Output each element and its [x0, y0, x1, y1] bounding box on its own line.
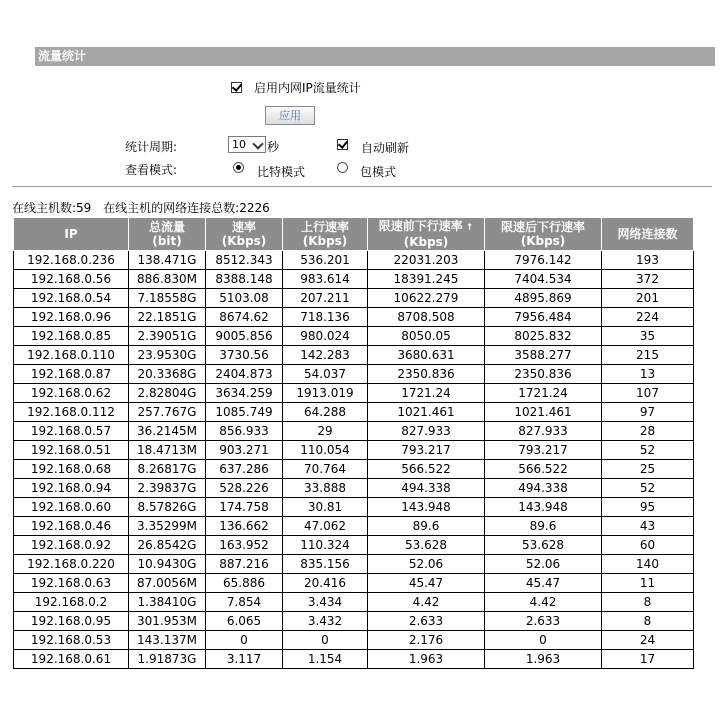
cell-post-limit-download: 793.217 — [485, 441, 602, 460]
cell-total-traffic: 143.137M — [129, 631, 206, 650]
cell-pre-limit-download: 8708.508 — [368, 308, 485, 327]
cell-post-limit-download: 494.338 — [485, 479, 602, 498]
cell-connections: 35 — [602, 327, 694, 346]
chevron-down-icon — [252, 138, 263, 149]
cell-ip: 192.168.0.92 — [14, 536, 129, 555]
cell-pre-limit-download: 2.176 — [368, 631, 485, 650]
cell-rate: 6.065 — [206, 612, 283, 631]
cell-ip: 192.168.0.54 — [14, 289, 129, 308]
cell-connections: 95 — [602, 498, 694, 517]
table-row — [14, 593, 694, 612]
cell-ip: 192.168.0.63 — [14, 574, 129, 593]
col-header-label: 限速前下行速率 — [378, 219, 463, 233]
packet-mode-radio[interactable] — [337, 162, 348, 173]
cell-ip: 192.168.0.57 — [14, 422, 129, 441]
sort-arrow-icon: ↑ — [465, 223, 474, 233]
enable-traffic-label: 启用内网IP流量统计 — [254, 80, 361, 95]
cell-upload-rate: 980.024 — [283, 327, 368, 346]
cell-post-limit-download: 45.47 — [485, 574, 602, 593]
cell-ip: 192.168.0.46 — [14, 517, 129, 536]
cell-ip: 192.168.0.95 — [14, 612, 129, 631]
cell-total-traffic: 26.8542G — [129, 536, 206, 555]
cell-rate: 0 — [206, 631, 283, 650]
cell-upload-rate: 64.288 — [283, 403, 368, 422]
cell-post-limit-download: 7956.484 — [485, 308, 602, 327]
cell-pre-limit-download: 45.47 — [368, 574, 485, 593]
cell-total-traffic: 2.39837G — [129, 479, 206, 498]
cell-connections: 97 — [602, 403, 694, 422]
table-row — [14, 308, 694, 327]
cell-pre-limit-download: 1.963 — [368, 650, 485, 669]
col-header-unit: (bit) — [152, 234, 182, 248]
cell-pre-limit-download: 143.948 — [368, 498, 485, 517]
cell-post-limit-download: 1.963 — [485, 650, 602, 669]
col-header-connections[interactable] — [602, 218, 694, 251]
cell-ip: 192.168.0.2 — [14, 593, 129, 612]
table-row — [14, 365, 694, 384]
cell-total-traffic: 1.38410G — [129, 593, 206, 612]
table-row — [14, 403, 694, 422]
table-row — [14, 460, 694, 479]
cell-upload-rate: 110.324 — [283, 536, 368, 555]
cell-rate: 8674.62 — [206, 308, 283, 327]
cell-total-traffic: 8.57826G — [129, 498, 206, 517]
cell-post-limit-download: 89.6 — [485, 517, 602, 536]
cell-pre-limit-download: 793.217 — [368, 441, 485, 460]
cell-pre-limit-download: 52.06 — [368, 555, 485, 574]
cell-pre-limit-download: 2.633 — [368, 612, 485, 631]
table-row — [14, 555, 694, 574]
cell-post-limit-download: 53.628 — [485, 536, 602, 555]
period-unit: 秒 — [267, 140, 280, 154]
cell-connections: 8 — [602, 612, 694, 631]
cell-upload-rate: 3.432 — [283, 612, 368, 631]
cell-total-traffic: 18.4713M — [129, 441, 206, 460]
cell-upload-rate: 54.037 — [283, 365, 368, 384]
table-row — [14, 536, 694, 555]
cell-upload-rate: 47.062 — [283, 517, 368, 536]
cell-connections: 52 — [602, 441, 694, 460]
cell-ip: 192.168.0.56 — [14, 270, 129, 289]
col-header-total-traffic[interactable] — [129, 218, 206, 251]
cell-connections: 215 — [602, 346, 694, 365]
table-row — [14, 251, 694, 270]
cell-pre-limit-download: 3680.631 — [368, 346, 485, 365]
cell-upload-rate: 110.054 — [283, 441, 368, 460]
cell-pre-limit-download: 1021.461 — [368, 403, 485, 422]
cell-post-limit-download: 0 — [485, 631, 602, 650]
cell-post-limit-download: 7404.534 — [485, 270, 602, 289]
cell-post-limit-download: 52.06 — [485, 555, 602, 574]
cell-ip: 192.168.0.110 — [14, 346, 129, 365]
cell-total-traffic: 301.953M — [129, 612, 206, 631]
cell-rate: 65.886 — [206, 574, 283, 593]
cell-rate: 2404.873 — [206, 365, 283, 384]
cell-rate: 9005.856 — [206, 327, 283, 346]
cell-total-traffic: 7.18558G — [129, 289, 206, 308]
col-header-rate[interactable] — [206, 218, 283, 251]
cell-pre-limit-download: 4.42 — [368, 593, 485, 612]
cell-connections: 13 — [602, 365, 694, 384]
table-row — [14, 574, 694, 593]
cell-post-limit-download: 1721.24 — [485, 384, 602, 403]
cell-post-limit-download: 827.933 — [485, 422, 602, 441]
divider — [12, 186, 712, 187]
col-header-unit: (Kbps) — [520, 234, 566, 248]
cell-pre-limit-download: 22031.203 — [368, 251, 485, 270]
cell-post-limit-download: 7976.142 — [485, 251, 602, 270]
online-summary — [12, 199, 270, 216]
cell-post-limit-download: 4895.869 — [485, 289, 602, 308]
cell-upload-rate: 3.434 — [283, 593, 368, 612]
cell-upload-rate: 70.764 — [283, 460, 368, 479]
cell-post-limit-download: 3588.277 — [485, 346, 602, 365]
cell-rate: 3730.56 — [206, 346, 283, 365]
cell-post-limit-download: 566.522 — [485, 460, 602, 479]
col-header-label: IP — [64, 227, 78, 241]
cell-rate: 3634.259 — [206, 384, 283, 403]
cell-ip: 192.168.0.85 — [14, 327, 129, 346]
cell-total-traffic: 23.9530G — [129, 346, 206, 365]
cell-connections: 24 — [602, 631, 694, 650]
enable-traffic-checkbox[interactable] — [231, 82, 242, 93]
cell-connections: 43 — [602, 517, 694, 536]
cell-post-limit-download: 8025.832 — [485, 327, 602, 346]
table-body — [14, 251, 694, 669]
table-row — [14, 498, 694, 517]
cell-ip: 192.168.0.60 — [14, 498, 129, 517]
cell-upload-rate: 0 — [283, 631, 368, 650]
connections-label: 在线主机的网络连接总数: — [103, 201, 240, 215]
cell-ip: 192.168.0.53 — [14, 631, 129, 650]
cell-pre-limit-download: 1721.24 — [368, 384, 485, 403]
cell-total-traffic: 2.39051G — [129, 327, 206, 346]
cell-pre-limit-download: 827.933 — [368, 422, 485, 441]
online-hosts-count: 59 — [76, 201, 92, 215]
cell-ip: 192.168.0.96 — [14, 308, 129, 327]
col-header-unit: (Kbps) — [403, 235, 449, 249]
cell-upload-rate: 536.201 — [283, 251, 368, 270]
cell-pre-limit-download: 89.6 — [368, 517, 485, 536]
col-header-unit: (Kbps) — [221, 234, 267, 248]
cell-total-traffic: 138.471G — [129, 251, 206, 270]
cell-upload-rate: 207.211 — [283, 289, 368, 308]
cell-upload-rate: 1913.019 — [283, 384, 368, 403]
auto-refresh-label: 自动刷新 — [361, 141, 410, 155]
cell-rate: 136.662 — [206, 517, 283, 536]
cell-post-limit-download: 4.42 — [485, 593, 602, 612]
col-header-pre-limit-download[interactable] — [368, 218, 485, 251]
cell-total-traffic: 20.3368G — [129, 365, 206, 384]
cell-rate: 5103.08 — [206, 289, 283, 308]
cell-rate: 856.933 — [206, 422, 283, 441]
cell-total-traffic: 3.35299M — [129, 517, 206, 536]
cell-pre-limit-download: 2350.836 — [368, 365, 485, 384]
col-header-label: 速率 — [231, 220, 256, 234]
cell-upload-rate: 835.156 — [283, 555, 368, 574]
table-row — [14, 422, 694, 441]
table-header-row — [14, 218, 694, 251]
cell-total-traffic: 257.767G — [129, 403, 206, 422]
cell-rate: 8512.343 — [206, 251, 283, 270]
period-value: 10 — [232, 138, 246, 151]
cell-upload-rate: 20.416 — [283, 574, 368, 593]
cell-post-limit-download: 2350.836 — [485, 365, 602, 384]
cell-rate: 8388.148 — [206, 270, 283, 289]
cell-connections: 193 — [602, 251, 694, 270]
cell-total-traffic: 10.9430G — [129, 555, 206, 574]
col-header-label: 上行速率 — [300, 220, 349, 234]
connections-count: 2226 — [239, 201, 270, 215]
cell-pre-limit-download: 53.628 — [368, 536, 485, 555]
table-row — [14, 346, 694, 365]
cell-upload-rate: 983.614 — [283, 270, 368, 289]
cell-connections: 107 — [602, 384, 694, 403]
cell-connections: 60 — [602, 536, 694, 555]
cell-ip: 192.168.0.68 — [14, 460, 129, 479]
cell-connections: 11 — [602, 574, 694, 593]
cell-rate: 528.226 — [206, 479, 283, 498]
cell-ip: 192.168.0.61 — [14, 650, 129, 669]
cell-ip: 192.168.0.51 — [14, 441, 129, 460]
cell-connections: 140 — [602, 555, 694, 574]
cell-rate: 163.952 — [206, 536, 283, 555]
apply-button[interactable]: 应用 — [265, 106, 315, 125]
cell-total-traffic: 87.0056M — [129, 574, 206, 593]
cell-connections: 25 — [602, 460, 694, 479]
cell-pre-limit-download: 566.522 — [368, 460, 485, 479]
cell-ip: 192.168.0.62 — [14, 384, 129, 403]
col-header-label: 网络连接数 — [617, 227, 678, 241]
auto-refresh-checkbox[interactable] — [337, 139, 348, 150]
cell-total-traffic: 1.91873G — [129, 650, 206, 669]
enable-traffic-stats — [231, 78, 361, 96]
cell-rate: 3.117 — [206, 650, 283, 669]
cell-post-limit-download: 143.948 — [485, 498, 602, 517]
table-row — [14, 384, 694, 403]
cell-ip: 192.168.0.87 — [14, 365, 129, 384]
traffic-table — [13, 217, 694, 669]
cell-connections: 8 — [602, 593, 694, 612]
cell-total-traffic: 8.26817G — [129, 460, 206, 479]
cell-rate: 637.286 — [206, 460, 283, 479]
cell-post-limit-download: 2.633 — [485, 612, 602, 631]
table-row — [14, 517, 694, 536]
table-row — [14, 631, 694, 650]
table-row — [14, 612, 694, 631]
cell-ip: 192.168.0.94 — [14, 479, 129, 498]
cell-ip: 192.168.0.236 — [14, 251, 129, 270]
cell-connections: 52 — [602, 479, 694, 498]
bit-mode-radio[interactable] — [233, 162, 244, 173]
cell-pre-limit-download: 8050.05 — [368, 327, 485, 346]
cell-rate: 174.758 — [206, 498, 283, 517]
cell-post-limit-download: 1021.461 — [485, 403, 602, 422]
cell-total-traffic: 2.82804G — [129, 384, 206, 403]
cell-upload-rate: 30.81 — [283, 498, 368, 517]
col-header-upload-rate[interactable] — [283, 218, 368, 251]
cell-total-traffic: 886.830M — [129, 270, 206, 289]
cell-pre-limit-download: 10622.279 — [368, 289, 485, 308]
cell-upload-rate: 718.136 — [283, 308, 368, 327]
view-mode-label: 查看模式: — [125, 163, 178, 177]
cell-connections: 201 — [602, 289, 694, 308]
cell-upload-rate: 1.154 — [283, 650, 368, 669]
online-hosts-label: 在线主机数: — [12, 201, 77, 215]
table-row — [14, 479, 694, 498]
cell-rate: 887.216 — [206, 555, 283, 574]
cell-total-traffic: 36.2145M — [129, 422, 206, 441]
period-select[interactable] — [228, 136, 266, 153]
table-row — [14, 270, 694, 289]
cell-ip: 192.168.0.112 — [14, 403, 129, 422]
period-label: 统计周期: — [125, 140, 178, 154]
cell-upload-rate: 33.888 — [283, 479, 368, 498]
cell-upload-rate: 29 — [283, 422, 368, 441]
cell-rate: 1085.749 — [206, 403, 283, 422]
cell-connections: 17 — [602, 650, 694, 669]
cell-connections: 224 — [602, 308, 694, 327]
cell-rate: 903.271 — [206, 441, 283, 460]
cell-upload-rate: 142.283 — [283, 346, 368, 365]
cell-ip: 192.168.0.220 — [14, 555, 129, 574]
table-row — [14, 327, 694, 346]
col-header-unit: (Kbps) — [302, 234, 348, 248]
table-row — [14, 441, 694, 460]
bit-mode-label: 比特模式 — [257, 165, 306, 179]
col-header-label: 总流量 — [148, 220, 185, 234]
section-title: 流量统计 — [35, 47, 715, 66]
cell-connections: 28 — [602, 422, 694, 441]
table-row — [14, 289, 694, 308]
cell-connections: 372 — [602, 270, 694, 289]
cell-total-traffic: 22.1851G — [129, 308, 206, 327]
packet-mode-label: 包模式 — [360, 165, 397, 179]
cell-pre-limit-download: 18391.245 — [368, 270, 485, 289]
col-header-post-limit-download[interactable] — [485, 218, 602, 251]
cell-pre-limit-download: 494.338 — [368, 479, 485, 498]
col-header-label: 限速后下行速率 — [500, 220, 585, 234]
table-row — [14, 650, 694, 669]
cell-rate: 7.854 — [206, 593, 283, 612]
col-header-ip[interactable] — [14, 218, 129, 251]
